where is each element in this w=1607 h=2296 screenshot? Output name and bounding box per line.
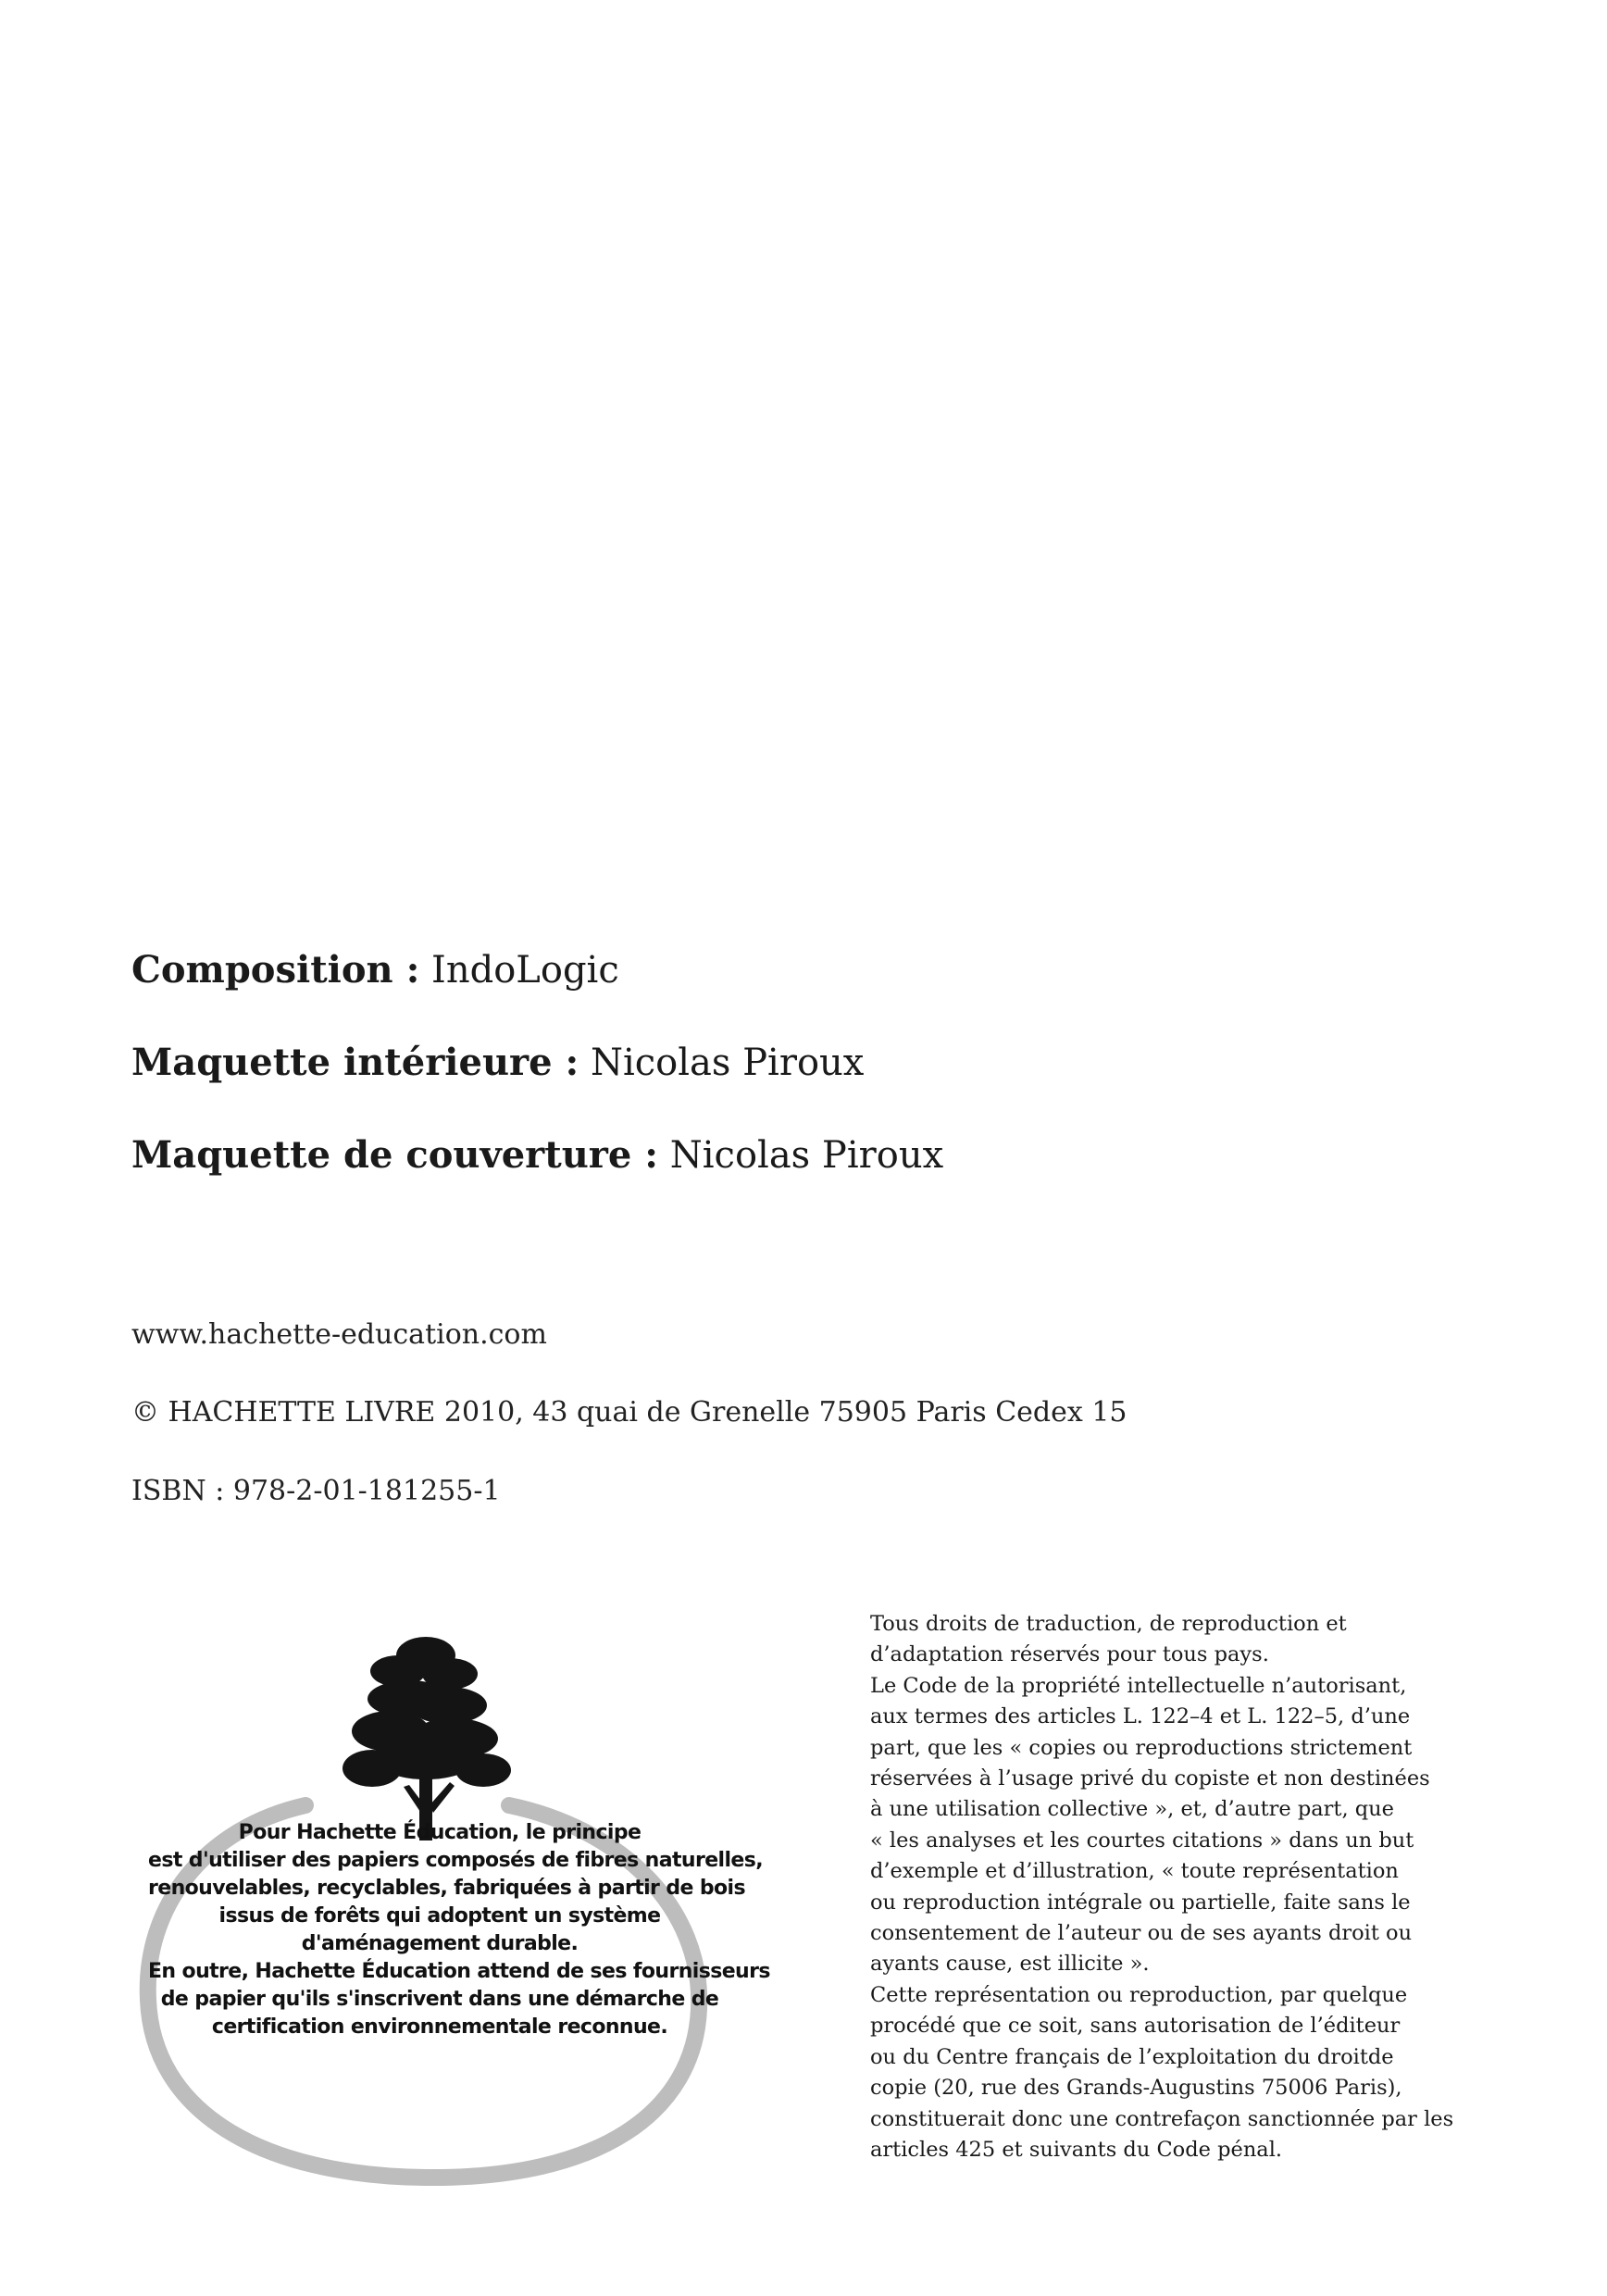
legal-line: procédé que ce soit, sans autorisation de l’éditeur: [870, 2014, 1401, 2039]
credit-name: Nicolas Piroux: [669, 1134, 944, 1177]
credit-name: IndoLogic: [431, 949, 619, 992]
eco-line: est d'utiliser des papiers composés de fibres naturelles,: [148, 1849, 763, 1872]
credit-name: Nicolas Piroux: [590, 1042, 865, 1084]
eco-line: En outre, Hachette Éducation attend de ses fournisseurs: [148, 1960, 770, 1983]
eco-statement: [148, 1819, 770, 2041]
legal-line: Le Code de la propriété intellectuelle n’autorisant,: [870, 1673, 1407, 1698]
legal-line: consentement de l’auteur ou de ses ayants droit ou: [870, 1921, 1413, 1946]
legal-line: ayants cause, est illicite ».: [870, 1952, 1150, 1977]
legal-line: Cette représentation ou reproduction, par quelque: [870, 1982, 1408, 2007]
legal-line: d’adaptation réservés pour tous pays.: [870, 1642, 1269, 1667]
legal-line: Tous droits de traduction, de reproduction et: [870, 1612, 1347, 1636]
credit-interior-layout: [131, 1041, 864, 1085]
legal-line: à une utilisation collective », et, d’autre part, que: [870, 1797, 1394, 1822]
legal-line: aux termes des articles L. 122–4 et L. 122–5, d’une: [870, 1704, 1411, 1729]
legal-line: « les analyses et les courtes citations » dans un but: [870, 1828, 1414, 1853]
eco-line: renouvelables, recyclables, fabriquées à partir de bois: [148, 1877, 745, 1900]
legal-line: part, que les « copies ou reproductions strictement: [870, 1735, 1413, 1760]
legal-notice: [870, 1609, 1518, 2165]
credit-cover-layout: [131, 1133, 943, 1178]
eco-line: d'aménagement durable.: [301, 1932, 579, 1955]
eco-line: issus de forêts qui adoptent un système: [218, 1904, 661, 1928]
credit-role: Maquette de couverture :: [131, 1133, 659, 1177]
eco-line: certification environnementale reconnue.: [211, 2015, 668, 2039]
website-link[interactable]: www.hachette-education.com: [131, 1318, 547, 1351]
legal-line: constituerait donc une contrefaçon sanctionnée par les: [870, 2106, 1454, 2131]
legal-line: articles 425 et suivants du Code pénal.: [870, 2137, 1283, 2162]
credit-composition: [131, 948, 619, 992]
legal-line: copie (20, rue des Grands-Augustins 75006 Paris),: [870, 2076, 1402, 2101]
legal-line: ou reproduction intégrale ou partielle, faite sans le: [870, 1890, 1411, 1915]
legal-line: ou du Centre français de l’exploitation du droitde: [870, 2044, 1394, 2069]
credit-role: Maquette intérieure :: [131, 1041, 579, 1084]
credit-role: Composition :: [131, 948, 420, 992]
legal-line: d’exemple et d’illustration, « toute représentation: [870, 1859, 1399, 1884]
eco-line: Pour Hachette Éducation, le principe: [238, 1821, 642, 1844]
isbn: ISBN : 978-2-01-181255-1: [131, 1475, 501, 1507]
legal-line: réservées à l’usage privé du copiste et non destinées: [870, 1766, 1430, 1791]
tree-icon: [343, 1637, 511, 1841]
eco-line: de papier qu'ils s'inscrivent dans une démarche de: [160, 1988, 719, 2011]
copyright-notice: © HACHETTE LIVRE 2010, 43 quai de Grenelle 75905 Paris Cedex 15: [131, 1396, 1127, 1429]
